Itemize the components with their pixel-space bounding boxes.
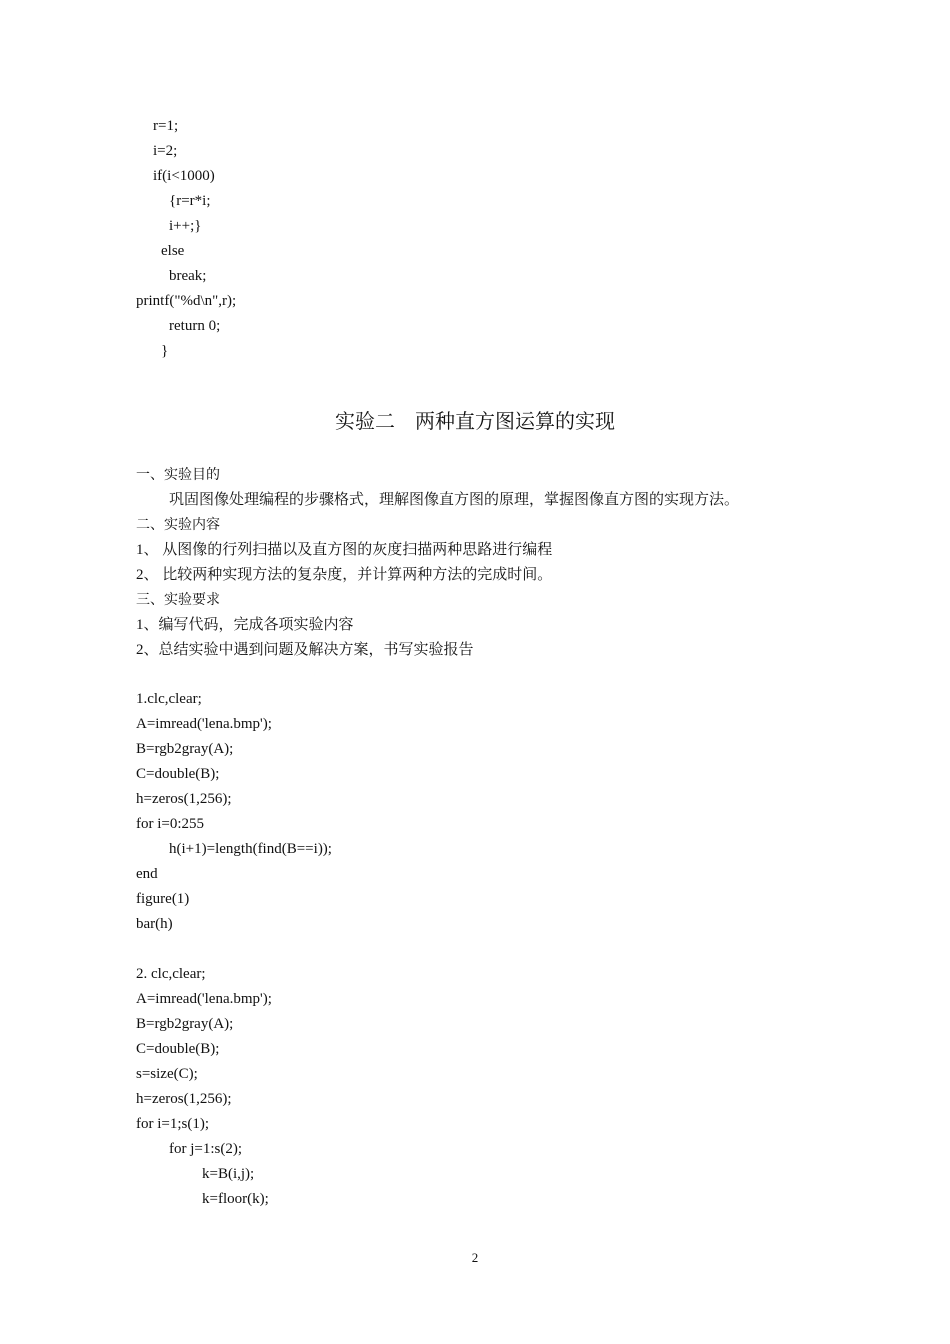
code-line: break;: [169, 268, 207, 284]
code-line: end: [136, 866, 158, 882]
code-line: 1.clc,clear;: [136, 691, 202, 707]
code-line: printf("%d\n",r);: [136, 293, 237, 309]
code-line: {r=r*i;: [169, 193, 211, 209]
code-line: 2. clc,clear;: [136, 966, 206, 982]
code-line: k=floor(k);: [202, 1191, 269, 1207]
code-line: C=double(B);: [136, 766, 220, 782]
code-line: if(i<1000): [153, 168, 215, 184]
code-line: for i=0:255: [136, 816, 205, 832]
page-number: 2: [471, 1250, 479, 1265]
code-line: h=zeros(1,256);: [136, 1091, 232, 1107]
code-line: r=1;: [153, 118, 179, 134]
code-line: for i=1;s(1);: [136, 1116, 210, 1132]
list-item: 1、 从图像的行列扫描以及直方图的灰度扫描两种思路进行编程: [136, 542, 553, 558]
page-title: 实验二 两种直方图运算的实现: [335, 409, 615, 433]
code-line: }: [161, 343, 169, 359]
code-line: bar(h): [136, 916, 173, 932]
code-line: else: [161, 243, 185, 259]
list-item: 2、总结实验中遇到问题及解决方案，书写实验报告: [136, 642, 474, 658]
code-line: i++;}: [169, 218, 202, 234]
code-line: B=rgb2gray(A);: [136, 741, 234, 757]
list-item: 2、 比较两种实现方法的复杂度，并计算两种方法的完成时间。: [136, 567, 553, 583]
code-line: C=double(B);: [136, 1041, 220, 1057]
code-line: h(i+1)=length(find(B==i));: [169, 841, 332, 857]
code-line: for j=1:s(2);: [169, 1141, 243, 1157]
section-heading: 一、实验目的: [136, 467, 220, 483]
section-heading: 二、实验内容: [136, 517, 220, 533]
code-line: return 0;: [169, 318, 221, 334]
section-heading: 三、实验要求: [136, 592, 220, 608]
code-line: h=zeros(1,256);: [136, 791, 232, 807]
code-line: s=size(C);: [136, 1066, 198, 1082]
paragraph: 巩固图像处理编程的步骤格式，理解图像直方图的原理，掌握图像直方图的实现方法。: [169, 492, 740, 508]
code-line: figure(1): [136, 891, 190, 907]
code-line: A=imread('lena.bmp');: [136, 991, 272, 1007]
code-line: A=imread('lena.bmp');: [136, 716, 272, 732]
code-line: B=rgb2gray(A);: [136, 1016, 234, 1032]
list-item: 1、编写代码，完成各项实验内容: [136, 617, 354, 633]
code-line: i=2;: [153, 143, 178, 159]
code-line: k=B(i,j);: [202, 1166, 255, 1182]
